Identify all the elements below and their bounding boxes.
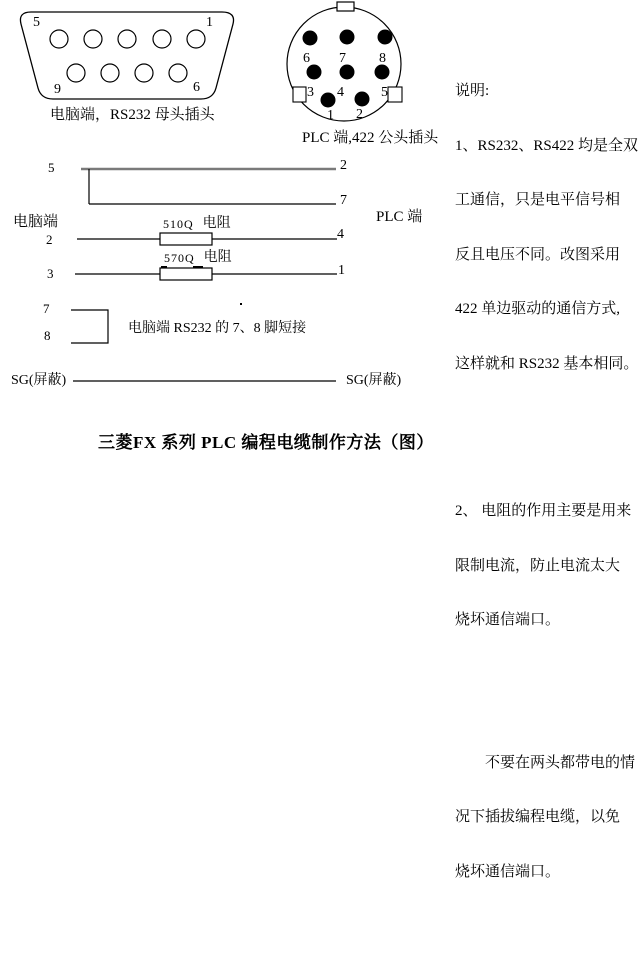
din8-pin-label-1: 1 xyxy=(327,108,334,123)
notes-paragraph-2 xyxy=(455,466,639,666)
pc-pin2-label: 2 xyxy=(46,232,53,247)
pc-pin8-label: 8 xyxy=(44,328,51,343)
plc-side-header: PLC 端 xyxy=(376,209,423,225)
plc-pin4-label: 4 xyxy=(337,227,344,242)
sg-label-right: SG(屏蔽) xyxy=(346,373,402,388)
db9-hole xyxy=(187,30,205,48)
db9-pin-label-6: 6 xyxy=(193,80,200,95)
db9-caption: 电脑端，RS232 母头插头 xyxy=(50,107,215,123)
notes-line: 2、 电阻的作用主要是用来 xyxy=(455,503,632,519)
pc-pin5-label: 5 xyxy=(48,160,55,175)
din8-pin-dot xyxy=(321,93,336,108)
notes-line: 这样就和 RS232 基本相同。 xyxy=(455,355,639,372)
db9-hole xyxy=(118,30,136,48)
plc-pin2-label: 2 xyxy=(340,158,347,173)
resistor2-top-mark xyxy=(161,266,167,268)
din8-pin-dot xyxy=(303,31,318,46)
din8-top-key-notch xyxy=(337,2,354,11)
din8-pin-label-4: 4 xyxy=(337,85,344,100)
resistor2-box xyxy=(160,268,212,280)
din8-pin-dot xyxy=(378,30,393,45)
notes-heading: 说明: xyxy=(455,83,490,99)
plc-pin1-label: 1 xyxy=(338,263,345,278)
resistor1-label xyxy=(163,216,231,231)
short-bracket xyxy=(71,310,108,343)
db9-hole xyxy=(67,64,85,82)
db9-pin-label-9: 9 xyxy=(54,82,61,97)
din8-caption: PLC 端,422 公头插头 xyxy=(302,130,439,146)
resistor1-value: 510Q xyxy=(163,217,194,231)
db9-hole xyxy=(169,64,187,82)
notes-line: 1、RS232、RS422 均是全双 xyxy=(455,137,638,154)
notes-line: 422 单边驱动的通信方式, xyxy=(455,301,621,317)
notes-line: 限制电流，防止电流太大 xyxy=(455,557,621,574)
resistor2-value: 570Q xyxy=(164,251,195,265)
page-title: 三菱FX 系列 PLC 编程电缆制作方法（图） xyxy=(98,433,434,452)
db9-hole xyxy=(135,64,153,82)
db9-outline xyxy=(20,12,233,99)
din8-pin-label-8: 8 xyxy=(379,51,386,66)
sg-label-left: SG(屏蔽) xyxy=(11,373,67,388)
din8-pin-dot xyxy=(375,65,390,80)
db9-hole xyxy=(153,30,171,48)
din8-pin-dot xyxy=(340,30,355,45)
resistor2-label xyxy=(164,250,232,265)
din8-pin-label-7: 7 xyxy=(339,51,346,66)
plc-pin7-label: 7 xyxy=(340,193,347,208)
din8-pin-dot xyxy=(307,65,322,80)
din8-right-notch xyxy=(388,87,402,102)
resistor1-name: 电阻 xyxy=(202,216,231,231)
notes-line: 反且电压不同。改图采用 xyxy=(455,246,621,263)
db9-pin-label-1: 1 xyxy=(206,15,213,30)
din8-left-notch xyxy=(293,87,306,102)
db9-hole xyxy=(101,64,119,82)
resistor2-name: 电阻 xyxy=(203,250,232,265)
pc-pin3-label: 3 xyxy=(47,266,54,281)
pc-side-header: 电脑端 xyxy=(13,214,59,230)
db9-hole xyxy=(84,30,102,48)
notes-line: 烧坏通信端口。 xyxy=(455,863,561,880)
notes-line: 不要在两头都带电的情 xyxy=(455,754,636,771)
notes-paragraph-1 xyxy=(455,46,639,409)
din8-pin-dot xyxy=(355,92,370,107)
resistor1-box xyxy=(160,233,212,245)
din8-pin-label-2: 2 xyxy=(356,107,363,122)
resistor2-top-mark xyxy=(193,266,203,268)
din8-pin-label-3: 3 xyxy=(307,85,314,100)
din8-pin-label-6: 6 xyxy=(303,51,310,66)
notes-line: 况下插拔编程电缆，以免 xyxy=(455,809,621,825)
db9-hole xyxy=(50,30,68,48)
short-circuit-note: 电脑端 RS232 的 7、8 脚短接 xyxy=(128,321,307,336)
notes-paragraph-3 xyxy=(455,718,639,918)
pc-pin7-label: 7 xyxy=(43,301,50,316)
notes-line: 烧坏通信端口。 xyxy=(455,612,561,628)
din8-pin-label-5: 5 xyxy=(381,85,388,100)
stray-dot xyxy=(240,303,242,305)
notes-line: 工通信，只是电平信号相 xyxy=(455,192,621,208)
db9-pin-label-5: 5 xyxy=(33,15,40,30)
din8-pin-dot xyxy=(340,65,355,80)
notes-panel xyxy=(455,10,639,953)
